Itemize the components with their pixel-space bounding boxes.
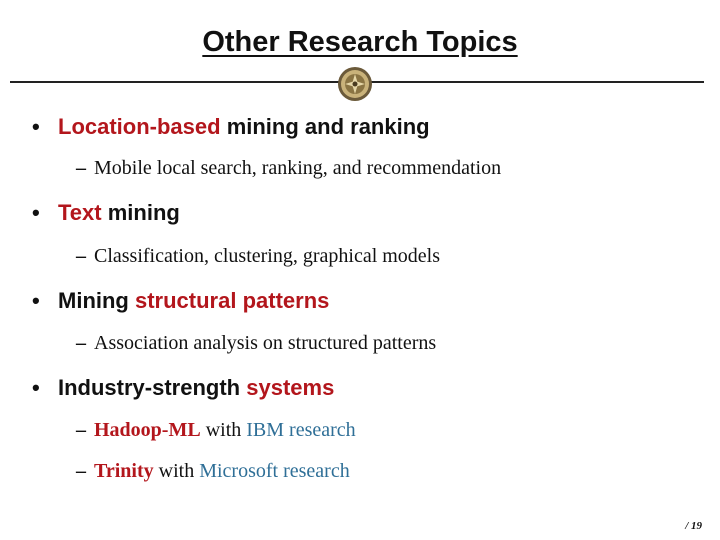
bullet-dot: • [32, 114, 40, 139]
bullet-text: mining [101, 200, 180, 225]
sub-bullet-association [76, 332, 436, 355]
sub-bullet-text: with [153, 460, 200, 482]
bullet-industry-systems [32, 375, 334, 401]
sub-bullet-text: with [200, 419, 247, 441]
bullet-text-red: Text [58, 200, 102, 225]
bullet-location-mining [32, 114, 430, 140]
dash-symbol: – [76, 332, 86, 354]
bullet-text-red: Location-based [58, 114, 221, 139]
sub-bullet-text: Classification, clustering, graphical models [94, 245, 441, 267]
bullet-text-mining [32, 200, 180, 226]
dash-symbol: – [76, 245, 86, 267]
sub-bullet-text-blue: IBM research [246, 419, 356, 441]
sub-bullet-text-blue: Microsoft research [199, 460, 350, 482]
sub-bullet-mobile-search [76, 157, 501, 180]
dash-symbol: – [76, 460, 86, 482]
sub-bullet-trinity [76, 460, 350, 483]
sub-bullet-text-red: Trinity [94, 460, 154, 482]
sub-bullet-text-red: Hadoop-ML [94, 419, 201, 441]
bullet-structural-patterns [32, 288, 329, 314]
sub-bullet-text: Mobile local search, ranking, and recommendation [94, 157, 502, 179]
sub-bullet-text: Association analysis on structured patterns [94, 332, 437, 354]
dash-symbol: – [76, 419, 86, 441]
page-number: / 19 [685, 520, 702, 532]
slide-title: Other Research Topics [202, 26, 518, 58]
bullet-dot: • [32, 375, 40, 400]
sub-bullet-hadoop [76, 419, 356, 442]
bullet-text: Industry-strength [58, 375, 247, 400]
dash-symbol: – [76, 157, 86, 179]
bullet-dot: • [32, 200, 40, 225]
emblem-icon [337, 66, 373, 102]
bullet-text-red: structural patterns [134, 288, 330, 313]
bullet-text-red: systems [246, 375, 335, 400]
bullet-text: mining and ranking [220, 114, 430, 139]
bullet-dot: • [32, 288, 40, 313]
sub-bullet-classification [76, 245, 440, 268]
bullet-text: Mining [58, 288, 135, 313]
